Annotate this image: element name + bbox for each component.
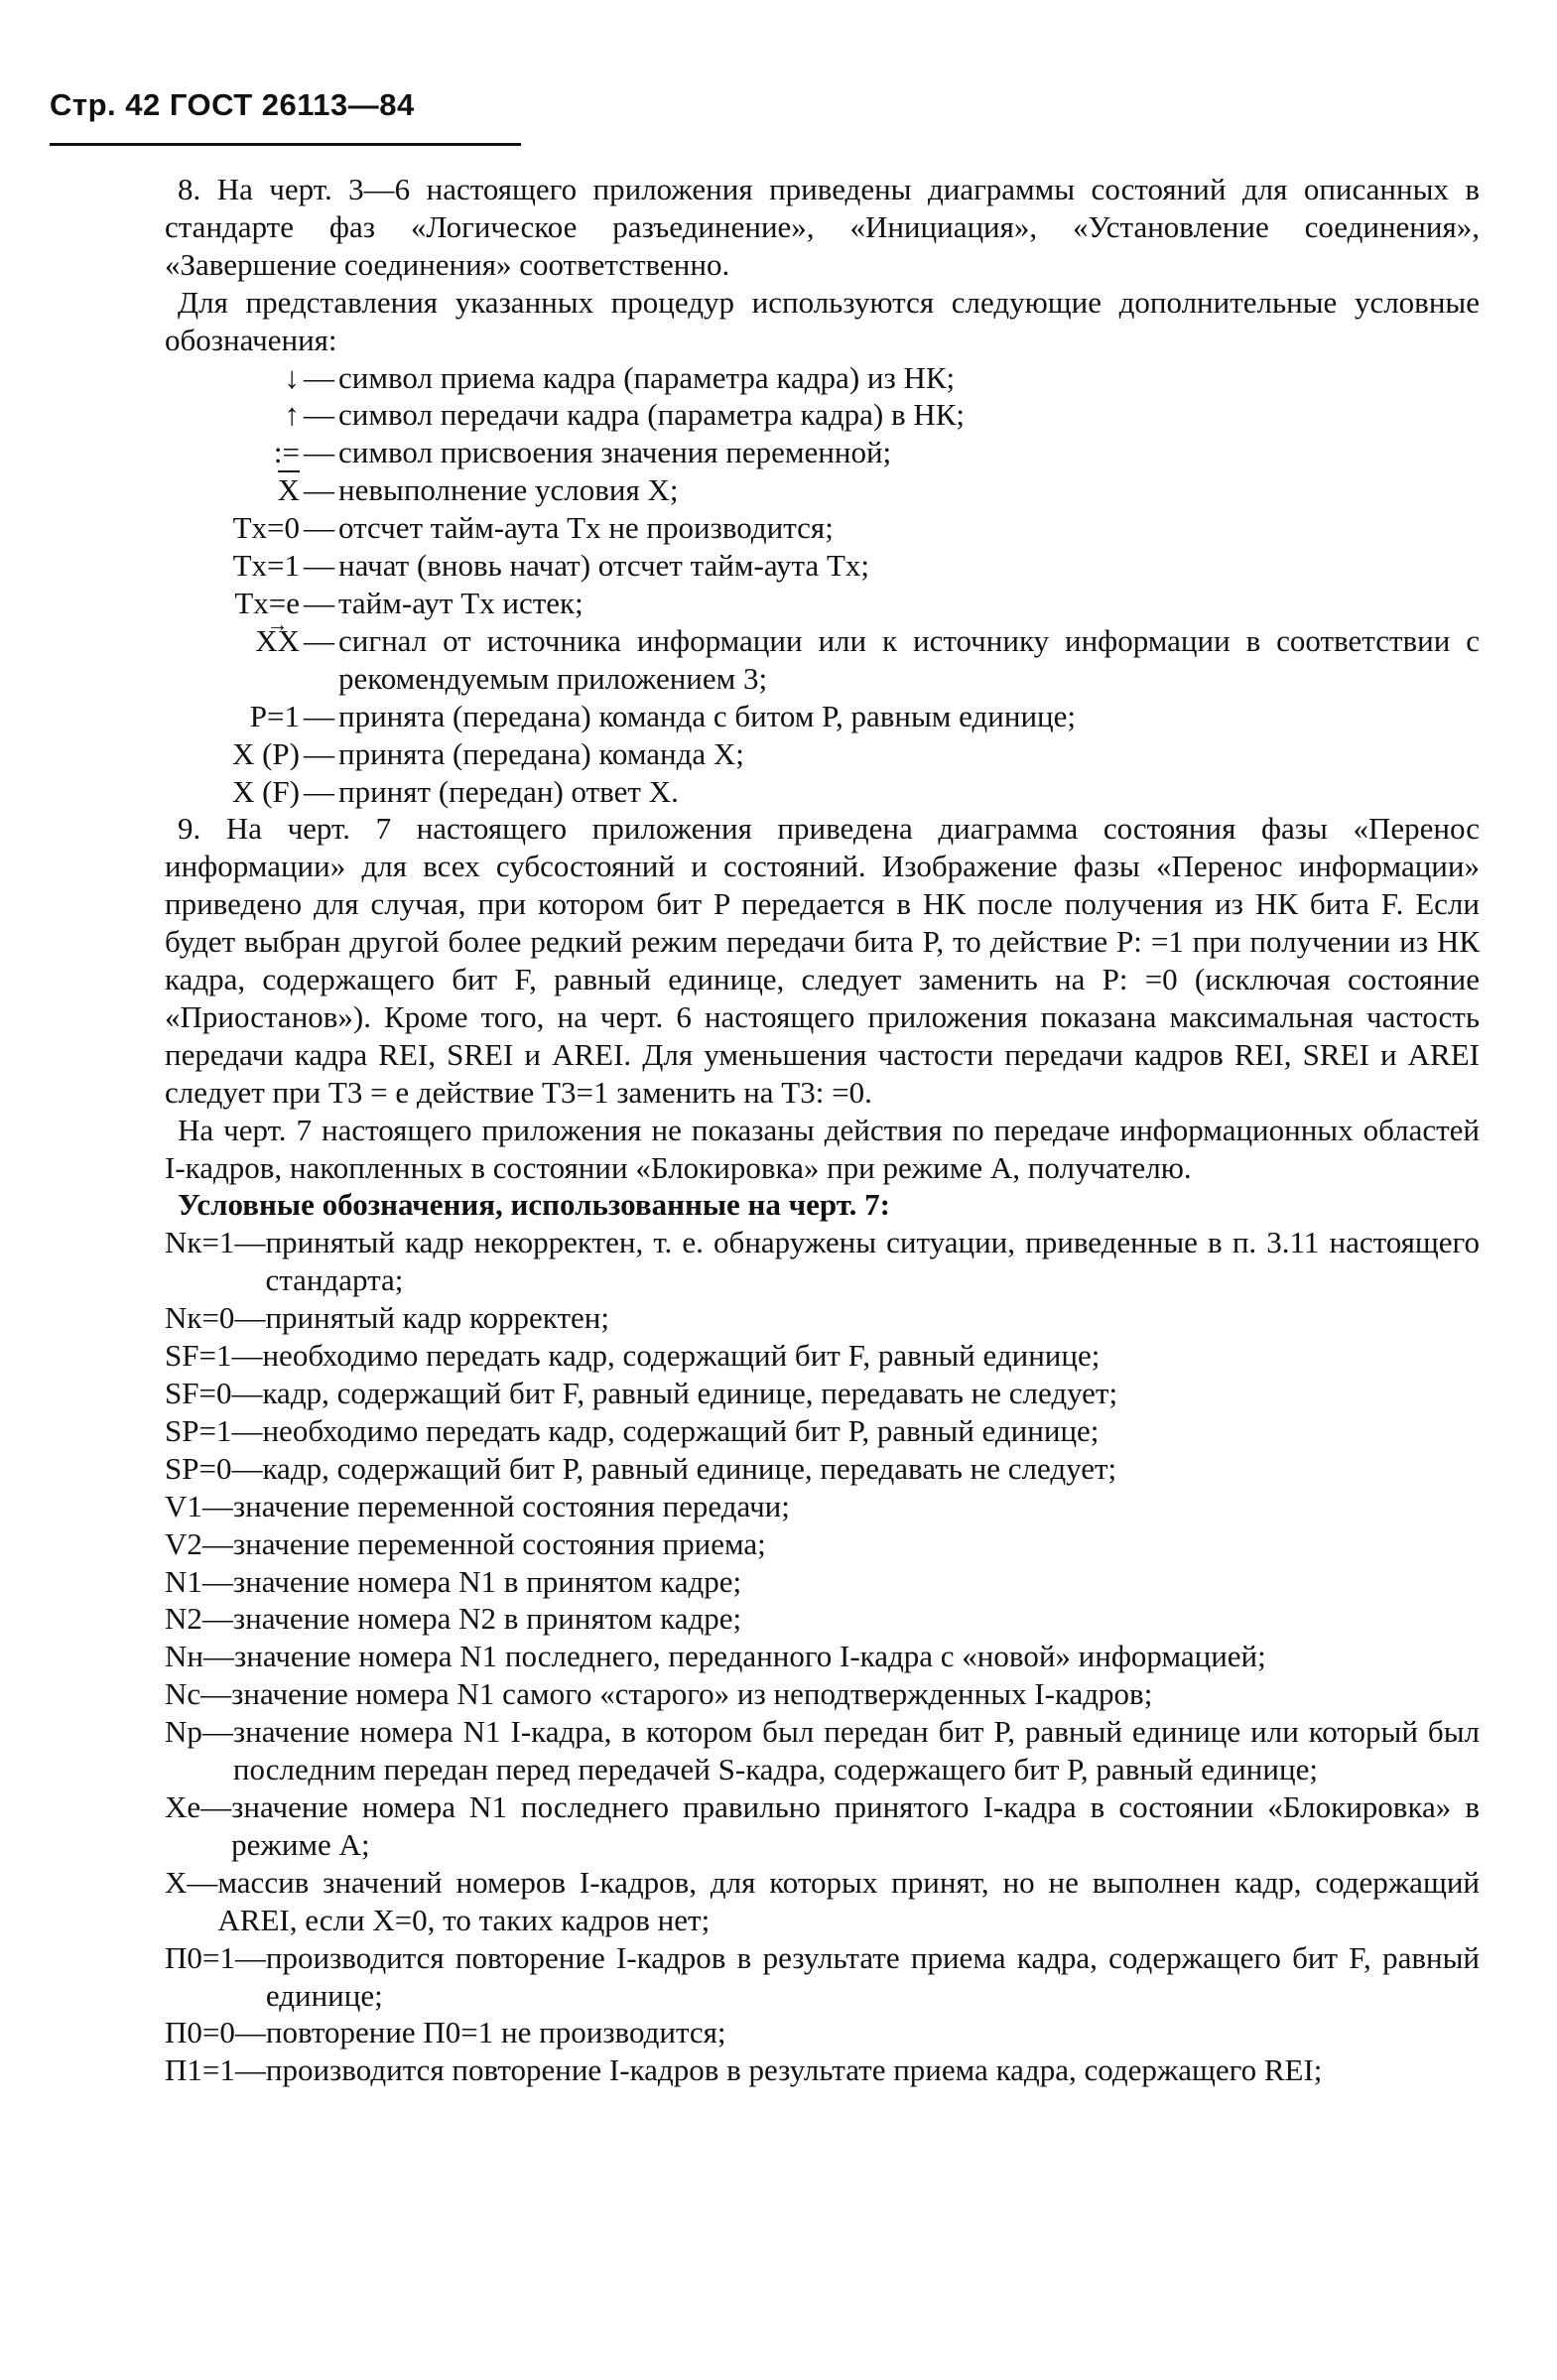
symbol-item: ↑ — символ передачи кадра (параметра кадра) в НК;: [165, 396, 1480, 434]
symbol-desc: принят (передан) ответ X.: [338, 773, 679, 809]
symbol-key: P=1: [249, 698, 300, 733]
definition-key: SF=1: [165, 1338, 232, 1374]
definition-desc: значение номера N1 последнего правильно принятого I-кадра в состоянии «Блокировка» в режиме А;: [231, 1788, 1480, 1862]
document-body: [165, 171, 1480, 2089]
definition-key: N1: [165, 1563, 202, 1599]
definition-item: П1=1 — производится повторение I-кадров в результате приема кадра, содержащего REI;: [165, 2051, 1480, 2089]
definition-key: Np: [165, 1714, 202, 1750]
definition-desc: значение номера N1 последнего, переданного I-кадра с «новой» информацией;: [233, 1639, 1266, 1674]
symbol-desc: отсчет тайм-аута Tx не производится;: [338, 510, 834, 546]
para-8-symbols-intro: Для представления указанных процедур используются следующие дополнительные условные обозначения:: [165, 284, 1480, 357]
definition-item: Np — значение номера N1 I-кадра, в котором был передан бит P, равный единице или который был последним передан перед передачей S-кадра, содержащего бит P, равный единице;: [165, 1714, 1480, 1787]
definition-item: V1 — значение переменной состояния передачи;: [165, 1488, 1480, 1525]
definition-key: V1: [165, 1488, 202, 1523]
symbol-key: ↓: [284, 359, 300, 395]
symbol-key-negation: X: [277, 472, 300, 508]
symbol-item: Tx=1 — начат (вновь начат) отсчет тайм-аута Tx;: [165, 547, 1480, 585]
symbol-item: Tx=e — тайм-аут Tx истек;: [165, 585, 1480, 622]
definition-desc: массив значений номеров I-кадров, для которых принят, но не выполнен кадр, содержащий AREI, если X=0, то таких кадров нет;: [217, 1864, 1480, 1937]
definition-desc: значение переменной состояния передачи;: [232, 1488, 790, 1523]
para-9-text-2: На черт. 7 настоящего приложения не показаны действия по передаче информационных областей I-кадров, накопленных в состоянии «Блокировка» при режиме А, получателю.: [165, 1112, 1480, 1185]
definition-key: Nк=0: [165, 1300, 235, 1336]
symbol-item: := — символ присвоения значения переменной;: [165, 434, 1480, 471]
definition-key: SF=0: [165, 1376, 232, 1410]
definition-key: SP=1: [165, 1412, 232, 1448]
definition-key: V2: [165, 1525, 202, 1561]
definition-key: П0=1: [165, 1939, 235, 1975]
definition-desc: значение номера N1 самого «старого» из неподтвержденных I-кадров;: [231, 1676, 1153, 1712]
para-8-intro: 8. На черт. 3—6 настоящего приложения приведены диаграммы состояний для описанных в стандарте фаз «Логическое разъединение», «Инициация», «Установление соединения», «Завершение соединения» соответственно.: [165, 172, 1480, 282]
definition-list: [165, 1224, 1480, 2089]
symbol-key-signal: → XX: [255, 622, 300, 660]
definition-key: Nс: [165, 1676, 201, 1712]
definition-desc: значение номера N2 в принятом кадре;: [232, 1601, 742, 1637]
definition-item: V2 — значение переменной состояния приема;: [165, 1525, 1480, 1563]
definition-item: SF=0 — кадр, содержащий бит F, равный единице, передавать не следует;: [165, 1375, 1480, 1412]
definition-item: П0=0 — повторение П0=1 не производится;: [165, 2014, 1480, 2051]
definition-key: N2: [165, 1601, 202, 1637]
definition-key: Nн: [165, 1639, 203, 1674]
symbol-desc: начат (вновь начат) отсчет тайм-аута Tx;: [338, 548, 869, 584]
definition-desc: необходимо передать кадр, содержащий бит F, равный единице;: [262, 1338, 1101, 1374]
definition-desc: кадр, содержащий бит F, равный единице, передавать не следует;: [262, 1376, 1118, 1410]
definition-key: Nк=1: [165, 1225, 235, 1260]
symbol-desc: невыполнение условия X;: [338, 472, 679, 508]
symbol-key: X (F): [231, 773, 300, 809]
symbol-item: → XX — сигнал от источника информации или к источнику информации в соответствии с рекомендуемым приложением 3;: [165, 622, 1480, 698]
symbol-desc: тайм-аут Tx истек;: [338, 585, 584, 620]
symbol-key: Tx=1: [232, 548, 300, 584]
definition-item: N1 — значение номера N1 в принятом кадре;: [165, 1563, 1480, 1601]
definition-key: Xe: [165, 1788, 201, 1824]
symbol-item: Tx=0 — отсчет тайм-аута Tx не производится;: [165, 509, 1480, 547]
definition-item: SF=1 — необходимо передать кадр, содержащий бит F, равный единице;: [165, 1337, 1480, 1375]
symbol-desc: символ передачи кадра (параметра кадра) в НК;: [338, 397, 966, 433]
symbol-desc: принята (передана) команда X;: [338, 735, 744, 771]
header-rule: [50, 143, 521, 146]
definition-item: Xe — значение номера N1 последнего правильно принятого I-кадра в состоянии «Блокировка» в режиме А;: [165, 1788, 1480, 1862]
definition-item: SP=1 — необходимо передать кадр, содержащий бит P, равный единице;: [165, 1412, 1480, 1450]
symbol-item: ↓ — символ приема кадра (параметра кадра) из НК;: [165, 359, 1480, 397]
symbol-item: X — невыполнение условия X;: [165, 471, 1480, 509]
definition-desc: значение переменной состояния приема;: [232, 1525, 766, 1561]
symbol-item: X (F) — принят (передан) ответ X.: [165, 773, 1480, 811]
definition-desc: производится повторение I-кадров в результате приема кадра, содержащего бит F, равный единице;: [265, 1939, 1480, 2013]
symbol-item: X (P) — принята (передана) команда X;: [165, 735, 1480, 773]
definition-key: SP=0: [165, 1450, 232, 1486]
symbol-desc: принята (передана) команда с битом P, равным единице;: [338, 698, 1077, 733]
definition-item: Nс — значение номера N1 самого «старого» из неподтвержденных I-кадров;: [165, 1675, 1480, 1713]
symbol-item: P=1 — принята (передана) команда с битом P, равным единице;: [165, 698, 1480, 735]
definition-item: SP=0 — кадр, содержащий бит P, равный единице, передавать не следует;: [165, 1450, 1480, 1488]
definition-desc: значение номера N1 I-кадра, в котором был передан бит P, равный единице или который был последним передан перед передачей S-кадра, содержащего бит P, равный единице;: [232, 1714, 1480, 1787]
symbol-key: Tx=0: [232, 510, 300, 546]
definition-key: X: [165, 1864, 188, 1900]
definition-item: N2 — значение номера N2 в принятом кадре;: [165, 1600, 1480, 1638]
symbol-desc: символ приема кадра (параметра кадра) из НК;: [338, 359, 956, 395]
definition-key: П0=0: [165, 2015, 235, 2050]
para-9-text: 9. На черт. 7 настоящего приложения приведена диаграмма состояния фазы «Перенос информации» для всех субсостояний и состояний. Изображение фазы «Перенос информации» приведено для случая, при котором бит P передается в НК после получения из НК бита F. Если будет выбран другой более редкий режим передачи бита P, то действие P: =1 при получении из НК кадра, содержащего бит F, равный единице, следует заменить на P: =0 (исключая состояние «Приостанов»). Кроме того, на черт. 6 настоящего приложения показана максимальная частость передачи кадра REI, SREI и AREI. Для уменьшения частости передачи кадров REI, SREI и AREI следует при T3 = e действие T3=1 заменить на T3: =0.: [165, 811, 1480, 1110]
definition-item: П0=1 — производится повторение I-кадров в результате приема кадра, содержащего бит F, равный единице;: [165, 1939, 1480, 2013]
definition-desc: повторение П0=1 не производится;: [265, 2015, 726, 2050]
symbol-key: Tx=e: [234, 585, 300, 620]
definitions-heading: Условные обозначения, использованные на черт. 7:: [178, 1187, 890, 1223]
definition-desc: принятый кадр некорректен, т. е. обнаружены ситуации, приведенные в п. 3.11 настоящего стандарта;: [265, 1225, 1480, 1298]
definition-item: X — массив значений номеров I-кадров, для которых принят, но не выполнен кадр, содержащий AREI, если X=0, то таких кадров нет;: [165, 1864, 1480, 1937]
definition-desc: кадр, содержащий бит P, равный единице, передавать не следует;: [262, 1450, 1117, 1486]
symbol-key: ↑: [284, 397, 300, 433]
definition-item: Nк=1 — принятый кадр некорректен, т. е. обнаружены ситуации, приведенные в п. 3.11 настоящего стандарта;: [165, 1225, 1480, 1298]
definition-item: Nк=0 — принятый кадр корректен;: [165, 1299, 1480, 1337]
page-header: Стр. 42 ГОСТ 26113—84: [50, 87, 415, 122]
definition-item: Nн — значение номера N1 последнего, переданного I-кадра с «новой» информацией;: [165, 1638, 1480, 1675]
definition-key: П1=1: [165, 2052, 235, 2088]
symbol-key: :=: [273, 435, 300, 470]
definition-desc: производится повторение I-кадров в результате приема кадра, содержащего REI;: [265, 2052, 1323, 2088]
symbol-list: [165, 359, 1480, 811]
definition-desc: значение номера N1 в принятом кадре;: [232, 1563, 742, 1599]
symbol-key: X (P): [231, 735, 300, 771]
definition-desc: необходимо передать кадр, содержащий бит P, равный единице;: [262, 1412, 1100, 1448]
definition-desc: принятый кадр корректен;: [265, 1300, 609, 1336]
symbol-desc: символ присвоения значения переменной;: [338, 435, 892, 470]
symbol-desc: сигнал от источника информации или к источнику информации в соответствии с рекомендуемым приложением 3;: [338, 622, 1480, 696]
